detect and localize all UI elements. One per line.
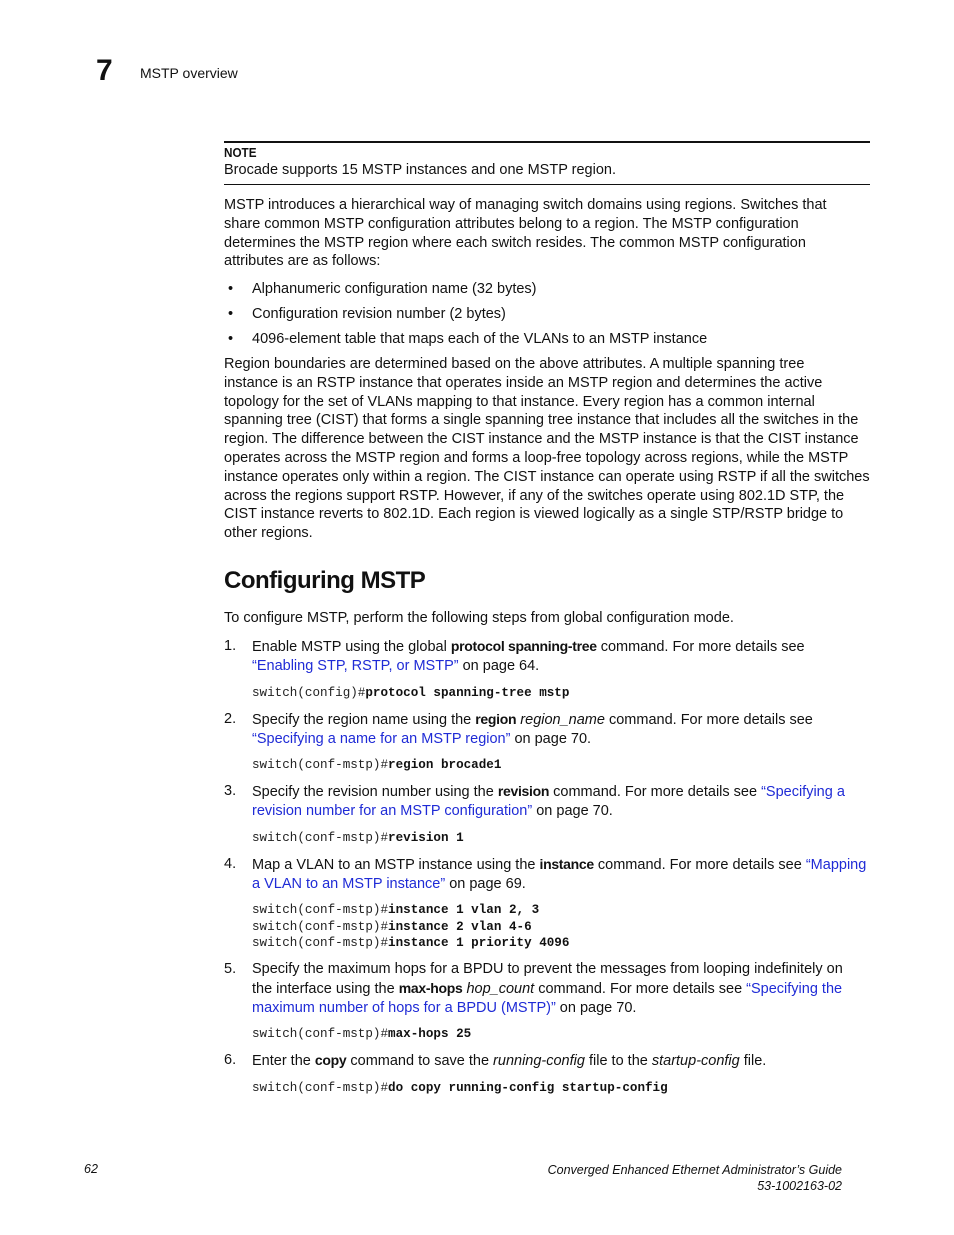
note-label: NOTE [224, 145, 257, 160]
command-argument: hop_count [466, 981, 535, 997]
chapter-number: 7 [96, 54, 113, 87]
command-name: protocol spanning-tree [450, 638, 597, 654]
paragraph-line: spanning tree (CIST) that forms a single spanning tree instance that includes all the switches in the [224, 412, 859, 429]
intro-line: share common MSTP configuration attributes belong to a region. The MSTP configuration [224, 215, 799, 232]
paragraph-line: other regions. [224, 525, 313, 542]
code-example: switch(conf-mstp)#region brocade1 [252, 758, 502, 772]
command-argument: running-config [493, 1053, 585, 1069]
note-text: Brocade supports 15 MSTP instances and one MSTP region. [224, 162, 616, 178]
cross-reference-link[interactable]: a VLAN to an MSTP instance” [252, 876, 446, 892]
command-argument: region_name [520, 712, 605, 728]
region-paragraph [224, 355, 874, 543]
section-lead: To configure MSTP, perform the following steps from global configuration mode. [224, 610, 734, 626]
cross-reference-link[interactable]: “Specifying the [746, 981, 843, 997]
code-example: switch(conf-mstp)#instance 1 vlan 2, 3 switch(conf-mstp)#instance 2 vlan 4-6 switch(conf-mstp)#instance 1 priority 4096 [252, 903, 570, 951]
footer-doc-info [470, 1162, 842, 1194]
command-name: instance [539, 856, 594, 872]
cross-reference-link[interactable]: “Specifying a name for an MSTP region” [252, 731, 511, 747]
section-running-title: MSTP overview [140, 65, 238, 81]
intro-line: attributes are as follows: [224, 253, 381, 270]
page-number: 62 [84, 1162, 98, 1176]
code-example: switch(config)#protocol spanning-tree mstp [252, 686, 570, 700]
paragraph-line: instance is an RSTP instance that operates inside an MSTP region and determines the active [224, 374, 823, 391]
section-heading: Configuring MSTP [224, 567, 426, 594]
paragraph-line: operates across the MSTP region and forms a loop-free topology across regions, while the MSTP [224, 449, 849, 466]
code-example: switch(conf-mstp)#max-hops 25 [252, 1027, 472, 1041]
paragraph-line: across the regions support RSTP. However, if any of the switches operate using 802.1D STP, the [224, 487, 845, 504]
bullet-icon: • [228, 331, 234, 347]
cross-reference-link[interactable]: maximum number of hops for a BPDU (MSTP)” [252, 1000, 556, 1016]
bullet-icon: • [228, 306, 234, 322]
book-title: Converged Enhanced Ethernet Administrator’s Guide [547, 1163, 842, 1177]
intro-line: determines the MSTP region where each switch resides. The common MSTP configuration [224, 234, 806, 251]
cross-reference-link[interactable]: “Specifying a [761, 784, 845, 800]
command-argument: startup-config [651, 1053, 740, 1069]
command-name: region [475, 711, 517, 727]
document-number: 53-1002163-02 [757, 1179, 842, 1193]
cross-reference-link[interactable]: “Enabling STP, RSTP, or MSTP” [252, 658, 459, 674]
command-name: copy [314, 1052, 347, 1068]
bullet-icon: • [228, 281, 234, 297]
command-name: revision [497, 783, 550, 799]
paragraph-line: CIST instance reverts to 802.1D. Each region is viewed logically as a single STP/RSTP bridge to [224, 506, 844, 523]
paragraph-line: topology for the set of VLANs mapping to that instance. Every region has a common internal [224, 393, 815, 410]
cross-reference-link[interactable]: revision number for an MSTP configuration” [252, 803, 533, 819]
paragraph-line: Region boundaries are determined based on the above attributes. A multiple spanning tree [224, 356, 805, 372]
cross-reference-link[interactable]: “Mapping [805, 857, 867, 873]
code-example: switch(conf-mstp)#do copy running-config startup-config [252, 1081, 668, 1095]
paragraph-line: instance operates only within a region. The CIST instance can operate using RSTP if all the switches [224, 468, 870, 485]
intro-paragraph [224, 196, 870, 271]
note-top-rule [224, 141, 870, 143]
code-example: switch(conf-mstp)#revision 1 [252, 831, 464, 845]
note-bottom-rule [224, 184, 870, 185]
intro-line: MSTP introduces a hierarchical way of managing switch domains using regions. Switches that [224, 197, 827, 213]
command-name: max-hops [398, 980, 463, 996]
paragraph-line: region. The difference between the CIST instance and the MSTP instance is that the CIST instance [224, 431, 859, 448]
